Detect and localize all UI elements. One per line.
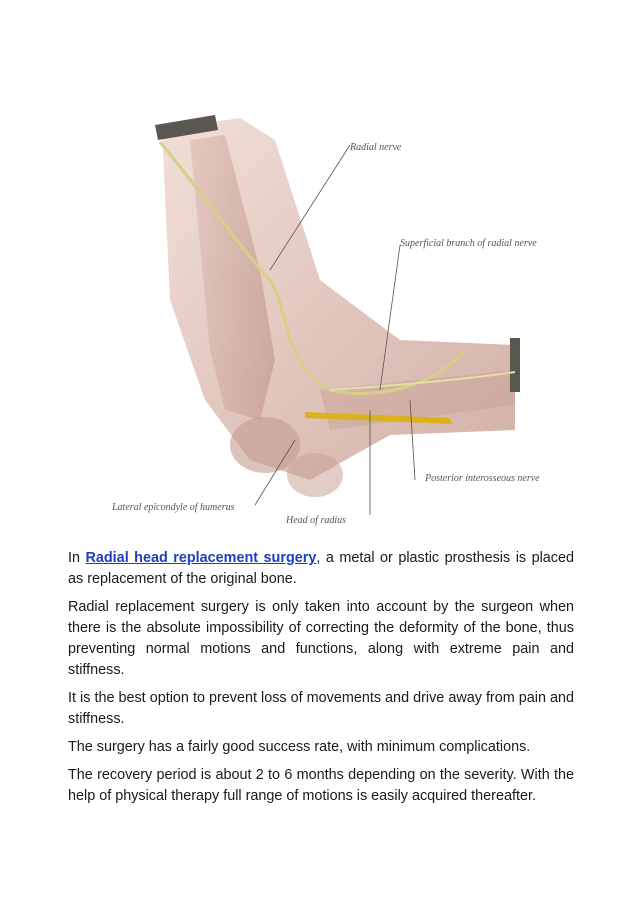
- paragraph-recovery: The recovery period is about 2 to 6 months depending on the severity. With the help of physical therapy full range of motions is easily acquired thereafter.: [68, 767, 574, 804]
- lateral-epicondyle: [230, 417, 300, 473]
- lower-band: [510, 338, 520, 392]
- elbow-anatomy-figure: [100, 100, 570, 540]
- intro-text-after: , a metal or plastic prosthesis is placed as replacement of the original bone.: [68, 550, 574, 587]
- paragraph-indication: Radial replacement surgery is only taken into account by the surgeon when there is the absolute impossibility of correcting the deformity of the bone, thus preventing normal motions and functions, along with extreme pain and stiffness.: [68, 599, 574, 678]
- paragraph-success-rate: The surgery has a fairly good success rate, with minimum complications.: [68, 739, 531, 755]
- radial-head: [287, 453, 343, 497]
- label-head-of-radius: Head of radius: [286, 515, 346, 526]
- label-lateral-epicondyle: Lateral epicondyle of humerus: [112, 502, 235, 513]
- label-radial-nerve: Radial nerve: [350, 142, 402, 153]
- label-superficial-branch: Superficial branch of radial nerve: [400, 238, 537, 249]
- label-posterior-interosseous: Posterior interosseous nerve: [425, 473, 540, 484]
- paragraph-best-option: It is the best option to prevent loss of movements and drive away from pain and stiffness.: [68, 690, 574, 727]
- radial-head-replacement-link[interactable]: Radial head replacement surgery: [85, 550, 317, 566]
- intro-text-before: In: [68, 550, 86, 566]
- article-body: [68, 548, 574, 814]
- paragraph-intro: [68, 548, 574, 590]
